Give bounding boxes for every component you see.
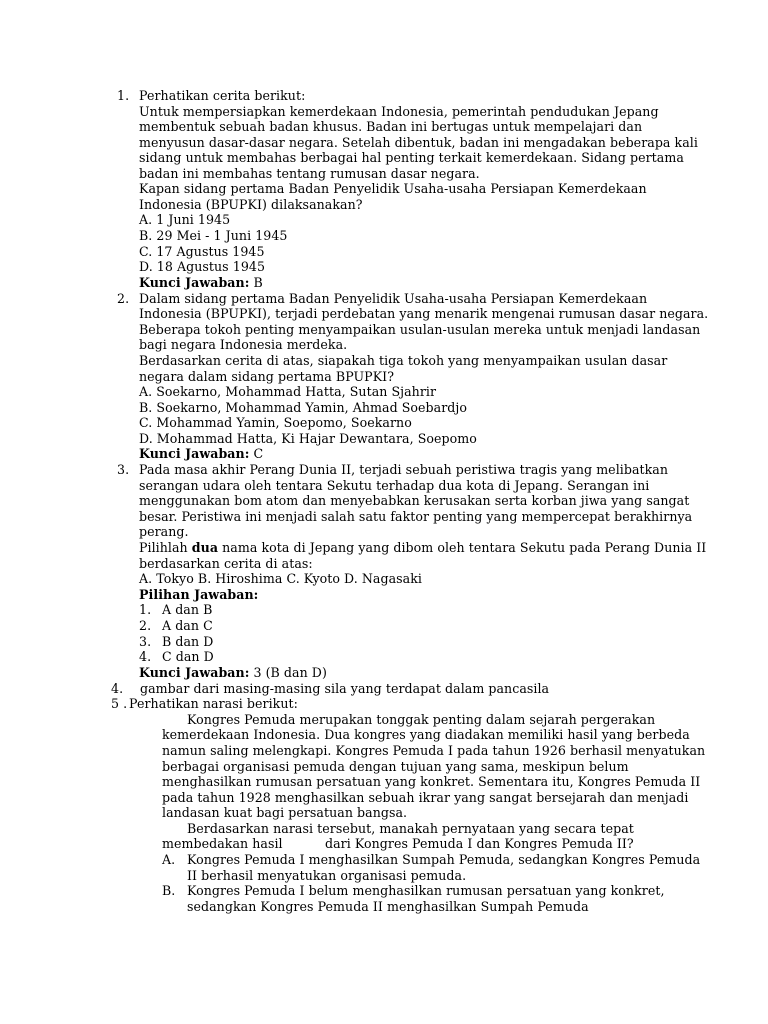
question-text-line: negara dalam sidang pertama BPUPKI? [139,369,394,384]
question-text-line: Kapan sidang pertama Badan Penyelidik Usaha-usaha Persiapan Kemerdekaan [139,181,647,196]
question-text-line: Perhatikan cerita berikut: [139,88,306,103]
question-text-line: Berdasarkan narasi tersebut, manakah pernyataan yang secara tepat [187,821,634,836]
question-number: 4. [111,681,124,696]
answer-option: D. 18 Agustus 1945 [139,259,266,274]
prompt-emphasis: dua [191,540,219,555]
answer-option: A. Soekarno, Mohammad Hatta, Sutan Sjahrir [139,384,437,399]
question-text-line: Indonesia (BPUPKI) dilaksanakan? [139,197,363,212]
answer-key [139,665,327,681]
choice-number: 3. [139,634,152,649]
option-text-line: Kongres Pemuda I menghasilkan Sumpah Pemuda, sedangkan Kongres Pemuda [187,852,701,867]
question-text-line: Dalam sidang pertama Badan Penyelidik Usaha-usaha Persiapan Kemerdekaan [139,291,648,306]
choice-text: B dan D [162,634,214,649]
choice-number: 1. [139,602,152,617]
question-number: 3. [117,462,130,477]
question-text-line: Indonesia (BPUPKI), terjadi perdebatan yang menarik mengenai rumusan dasar negara. [139,306,709,321]
choice-text: A dan B [162,602,213,617]
answer-key-value: C [249,446,264,461]
choice-text: C dan D [162,649,214,664]
option-text-line: Kongres Pemuda I belum menghasilkan rumusan persatuan yang konkret, [187,883,665,898]
narrative-line: Kongres Pemuda merupakan tonggak penting dalam sejarah pergerakan [187,712,656,727]
option-letter: A. [162,852,176,867]
question-prompt [139,540,706,556]
answer-key-label: Kunci Jawaban: [139,275,250,290]
narrative-line: berbagai organisasi pemuda dengan tujuan yang sama, meskipun belum [162,759,629,774]
question-text-line: badan ini membahas tentang rumusan dasar negara. [139,166,480,181]
question-text-line: besar. Peristiwa ini menjadi salah satu faktor penting yang mempercepat berakhirnya [139,509,693,524]
narrative-line: landasan kuat bagi persatuan bangsa. [162,805,408,820]
question-text-line: perang. [139,524,189,539]
answer-option: C. Mohammad Yamin, Soepomo, Soekarno [139,415,412,430]
answer-option: B. Soekarno, Mohammad Yamin, Ahmad Soebardjo [139,400,467,415]
question-number: 2. [117,291,130,306]
question-text-line: membedakan hasil [162,836,283,851]
question-text-line: bagi negara Indonesia merdeka. [139,337,348,352]
choice-text: A dan C [162,618,213,633]
question-text-line: Untuk mempersiapkan kemerdekaan Indonesia, pemerintah pendudukan Jepang [139,104,659,119]
choice-number: 2. [139,618,152,633]
narrative-line: kemerdekaan Indonesia. Dua kongres yang diadakan memiliki hasil yang berbeda [162,727,690,742]
answer-key-value: 3 (B dan D) [249,665,327,680]
answer-option: C. 17 Agustus 1945 [139,244,265,259]
answer-option: A. 1 Juni 1945 [139,212,231,227]
answer-option: B. 29 Mei - 1 Juni 1945 [139,228,288,243]
answer-key-value: B [249,275,263,290]
option-text-line: sedangkan Kongres Pemuda II menghasilkan Sumpah Pemuda [187,899,589,914]
question-text-line: menyusun dasar-dasar negara. Setelah dibentuk, badan ini mengadakan beberapa kali [139,135,698,150]
question-text-line: serangan udara oleh tentara Sekutu terhadap dua kota di Jepang. Serangan ini [139,478,650,493]
question-text-line: dari Kongres Pemuda I dan Kongres Pemuda II? [325,836,634,851]
option-letter: B. [162,883,176,898]
question-number: 1. [117,88,130,103]
answer-option: D. Mohammad Hatta, Ki Hajar Dewantara, Soepomo [139,431,477,446]
question-text-line: berdasarkan cerita di atas: [139,556,313,571]
choices-label: Pilihan Jawaban: [139,587,259,602]
question-intro: Perhatikan narasi berikut: [129,696,298,711]
answer-key [139,446,263,462]
choice-number: 4. [139,649,152,664]
narrative-line: namun saling melengkapi. Kongres Pemuda I pada tahun 1926 berhasil menyatukan [162,743,706,758]
question-text-line: sidang untuk membahas berbagai hal penting terkait kemerdekaan. Sidang pertama [139,150,684,165]
question-text-line: Pada masa akhir Perang Dunia II, terjadi sebuah peristiwa tragis yang melibatkan [139,462,669,477]
option-text-line: II berhasil menyatukan organisasi pemuda. [187,868,467,883]
narrative-line: pada tahun 1928 menghasilkan sebuah ikrar yang sangat bersejarah dan menjadi [162,790,689,805]
question-text-line: Berdasarkan cerita di atas, siapakah tiga tokoh yang menyampaikan usulan dasar [139,353,668,368]
question-text-line: membentuk sebuah badan khusus. Badan ini bertugas untuk mempelajari dan [139,119,643,134]
answer-key-label: Kunci Jawaban: [139,665,250,680]
answer-key [139,275,263,291]
prompt-text: nama kota di Jepang yang dibom oleh tentara Sekutu pada Perang Dunia II [218,540,707,555]
prompt-text: Pilihlah [139,540,192,555]
question-number: 5 . [111,696,128,711]
question-text-line: menggunakan bom atom dan menyebabkan kerusakan serta korban jiwa yang sangat [139,493,690,508]
city-options: A. Tokyo B. Hiroshima C. Kyoto D. Nagasaki [139,571,422,586]
question-text-line: Beberapa tokoh penting menyampaikan usulan-usulan mereka untuk menjadi landasan [139,322,701,337]
narrative-line: menghasilkan rumusan persatuan yang konkret. Sementara itu, Kongres Pemuda II [162,774,701,789]
answer-key-label: Kunci Jawaban: [139,446,250,461]
question-text-line: gambar dari masing-masing sila yang terdapat dalam pancasila [140,681,550,696]
